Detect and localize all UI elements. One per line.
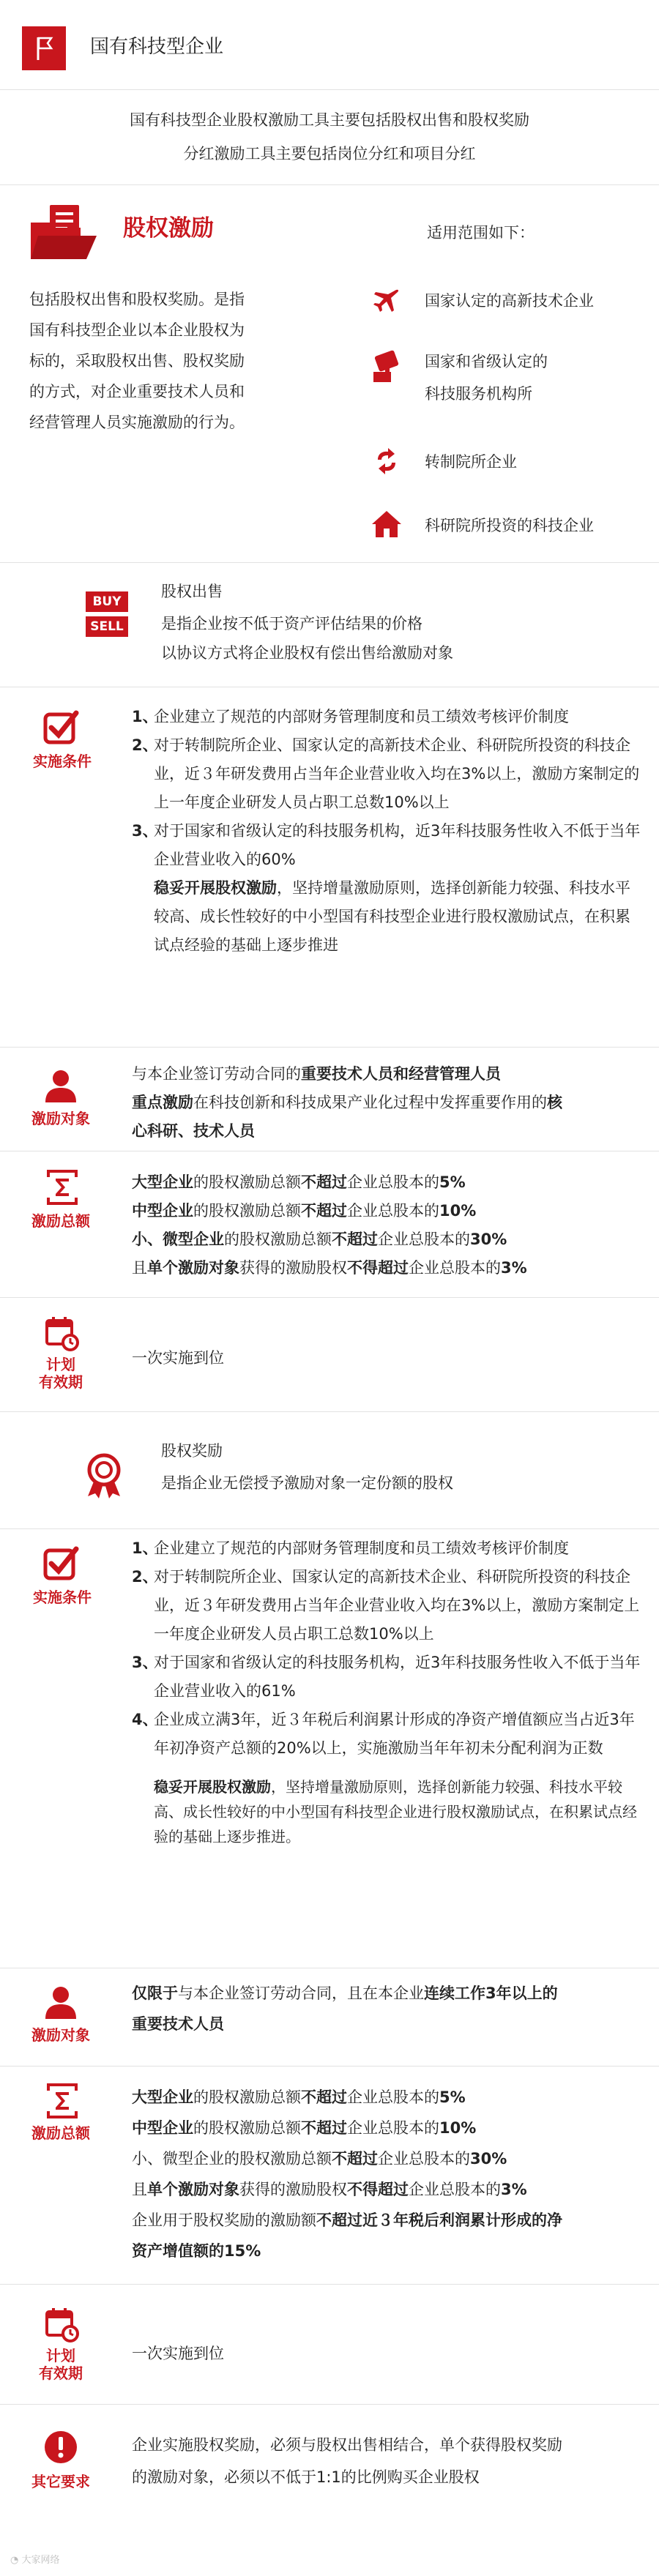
total-item xyxy=(132,2082,644,2113)
condition-num: 2、 xyxy=(132,1568,158,1586)
target-text xyxy=(132,1978,644,2039)
total-part: 不得超过 xyxy=(347,2181,409,2198)
stamp-icon xyxy=(372,350,401,385)
total-label: 激励总额 xyxy=(31,2124,90,2142)
intro-line1: 国有科技型企业股权激励工具主要包括股权出售和股权奖励 xyxy=(130,111,529,129)
divider xyxy=(0,1047,659,1048)
target-part: 连续工作3年以上的 xyxy=(424,1985,558,2002)
watermark-icon: ◔ xyxy=(10,2555,22,2566)
period-label-line: 有效期 xyxy=(39,1373,83,1391)
condition-item xyxy=(132,703,644,731)
scope-title: 适用范围如下： xyxy=(427,224,535,242)
target-text xyxy=(132,1060,644,1146)
other-text xyxy=(132,2429,652,2493)
note-text: ，坚持增量激励原则，选择创新能力较强、科技水平较高、成长性较好的中小型国有科技型企业进行股权激励试点，在积累试点经验的基础上逐步推进 xyxy=(154,879,630,954)
watermark-text: 大家网络 xyxy=(21,2555,60,2566)
divider xyxy=(0,89,659,90)
total-part: 获得的激励股权 xyxy=(239,1259,347,1277)
total-part: 且 xyxy=(132,1259,147,1277)
buy-label: BUY xyxy=(86,591,128,612)
sale-title: 股权出售 xyxy=(161,583,223,600)
condition-num: 3、 xyxy=(132,822,158,840)
buy-sell-badge xyxy=(86,591,128,638)
condition-item xyxy=(132,1706,644,1763)
folder-icon xyxy=(28,204,101,262)
total-part: 的股权激励总额 xyxy=(224,2150,332,2168)
period-label-line: 计划 xyxy=(46,2347,75,2364)
condition-num: 1、 xyxy=(132,708,158,725)
condition-item xyxy=(132,1534,644,1563)
total-part: 企业总股本的 xyxy=(409,2181,501,2198)
total-part: 企业总股本的 xyxy=(347,2088,439,2106)
period-label-line: 计划 xyxy=(46,1356,75,1373)
equity-title: 股权激励 xyxy=(123,215,214,242)
target-label: 激励对象 xyxy=(31,1110,90,1127)
sale-desc-line: 以协议方式将企业股权有偿出售给激励对象 xyxy=(161,644,453,662)
divider xyxy=(0,2066,659,2067)
sale-desc-line: 是指企业按不低于资产评估结果的价格 xyxy=(161,615,422,632)
total-part: 企业总股本的 xyxy=(378,2150,470,2168)
desc-line: 国有科技型企业以本企业股权为 xyxy=(29,321,245,339)
total-item xyxy=(132,1168,644,1197)
condition-item xyxy=(132,1649,644,1706)
target-part: 与本企业签订劳动合同，且在本企业 xyxy=(178,1985,424,2002)
divider xyxy=(0,1528,659,1529)
condition-text: 企业建立了规范的内部财务管理制度和员工绩效考核评价制度 xyxy=(154,708,569,725)
conditions-list xyxy=(132,703,644,960)
total-part: 的股权激励总额 xyxy=(193,2119,301,2137)
scope-item: 国家认定的高新技术企业 xyxy=(425,292,594,310)
other-label: 其它要求 xyxy=(31,2473,90,2490)
condition-num: 2、 xyxy=(132,736,158,754)
checkbox-icon xyxy=(42,1545,79,1581)
total-part: 资产增值额的15% xyxy=(132,2242,261,2260)
award-title: 股权奖励 xyxy=(161,1442,223,1460)
conditions-label: 实施条件 xyxy=(33,1588,92,1606)
award-desc: 是指企业无偿授予激励对象一定份额的股权 xyxy=(161,1474,453,1492)
total-part: 30% xyxy=(470,1231,507,1248)
total-part: 小、微型企业 xyxy=(132,1231,224,1248)
total-part: 单个激励对象 xyxy=(147,1259,239,1277)
checkbox-icon xyxy=(42,709,79,745)
total-part: 不超过 xyxy=(301,1202,347,1220)
total-part: 单个激励对象 xyxy=(147,2181,239,2198)
desc-line: 包括股权出售和股权奖励。是指 xyxy=(29,291,245,308)
total-part: 10% xyxy=(439,1202,477,1220)
total-part: 不超过 xyxy=(301,2119,347,2137)
total-part: 3% xyxy=(501,2181,527,2198)
total-label: 激励总额 xyxy=(31,1212,90,1230)
total-part: 不超过近３年税后利润累计形成的净 xyxy=(316,2211,562,2229)
total-item xyxy=(132,1225,644,1254)
scope-item: 科研院所投资的科技企业 xyxy=(425,517,594,534)
condition-num: 3、 xyxy=(132,1654,158,1671)
period-label-line: 有效期 xyxy=(39,2364,83,2382)
condition-note xyxy=(132,874,644,960)
target-part: 重点激励 xyxy=(132,1094,193,1111)
divider xyxy=(0,562,659,563)
condition-text: 对于转制院所企业、国家认定的高新技术企业、科研院所投资的科技企业，近３年研发费用占当年企业营业收入均在3%以上，激励方案制定上一年度企业研发人员占职工总数10%以上 xyxy=(154,1568,640,1643)
desc-line: 标的，采取股权出售、股权奖励 xyxy=(29,352,245,370)
total-part: 不超过 xyxy=(301,1173,347,1191)
target-part: 仅限于 xyxy=(132,1985,178,2002)
condition-num: 1、 xyxy=(132,1539,158,1557)
conditions-label: 实施条件 xyxy=(33,753,92,770)
total-part: 不超过 xyxy=(332,1231,378,1248)
total-item xyxy=(132,2143,644,2174)
period-label xyxy=(21,1356,101,1391)
desc-line: 的方式，对企业重要技术人员和 xyxy=(29,383,245,400)
exclamation-icon xyxy=(44,2430,78,2464)
condition-note xyxy=(132,1774,644,1849)
period-label xyxy=(21,2347,101,2382)
desc-line: 经营管理人员实施激励的行为。 xyxy=(29,414,245,431)
condition-item xyxy=(132,731,644,817)
calendar-icon xyxy=(44,2306,81,2342)
total-part: 10% xyxy=(439,2119,477,2137)
total-part: 30% xyxy=(470,2150,507,2168)
divider xyxy=(0,1297,659,1298)
target-part: 心科研、技术人员 xyxy=(132,1122,255,1140)
total-part: 企业总股本的 xyxy=(378,1231,470,1248)
scope-line: 科技服务机构所 xyxy=(425,385,532,403)
period-text: 一次实施到位 xyxy=(132,2345,224,2362)
header-bar xyxy=(0,0,659,89)
scope-item xyxy=(425,348,548,407)
airplane-icon xyxy=(372,286,401,316)
total-part: 大型企业 xyxy=(132,1173,193,1191)
divider xyxy=(0,1411,659,1412)
target-part: 重要技术人员 xyxy=(132,2015,224,2033)
watermark xyxy=(10,2553,60,2568)
total-part: 不得超过 xyxy=(347,1259,409,1277)
scope-line: 国家和省级认定的 xyxy=(425,353,548,370)
calendar-icon xyxy=(44,1315,81,1351)
target-part: 与本企业签订劳动合同的 xyxy=(132,1065,301,1083)
total-part: 的股权激励总额 xyxy=(193,2088,301,2106)
total-part: 企业总股本的 xyxy=(347,2119,439,2137)
total-part: 企业用于股权奖励的激励额 xyxy=(132,2211,316,2229)
note-bold: 稳妥开展股权激励 xyxy=(154,1778,271,1796)
total-part: 的股权激励总额 xyxy=(224,1231,332,1248)
condition-text: 对于国家和省级认定的科技服务机构，近3年科技服务性收入不低于当年企业营业收入的60% xyxy=(154,822,641,868)
sigma-icon xyxy=(45,2083,79,2118)
period-text: 一次实施到位 xyxy=(132,1349,224,1367)
equity-description xyxy=(29,284,308,438)
total-item xyxy=(132,1254,644,1283)
intro-line2: 分红激励工具主要包括岗位分红和项目分红 xyxy=(183,145,476,163)
total-part: 企业总股本的 xyxy=(347,1202,439,1220)
target-part: 核 xyxy=(547,1094,562,1111)
total-part: 的股权激励总额 xyxy=(193,1202,301,1220)
total-part: 不超过 xyxy=(301,2088,347,2106)
note-text: ，坚持增量激励原则，选择创新能力较强、科技水平较高、成长性较好的中小型国有科技型企业进行股权激励试点，在积累试点经验的基础上逐步推进。 xyxy=(154,1778,637,1845)
target-label: 激励对象 xyxy=(31,2026,90,2044)
sigma-icon xyxy=(45,1170,79,1205)
condition-item xyxy=(132,817,644,874)
target-part: 在科技创新和科技成果产业化过程中发挥重要作用的 xyxy=(193,1094,547,1111)
condition-text: 企业建立了规范的内部财务管理制度和员工绩效考核评价制度 xyxy=(154,1539,569,1557)
total-item xyxy=(132,1197,644,1225)
medal-icon xyxy=(83,1452,124,1499)
condition-text: 对于转制院所企业、国家认定的高新技术企业、科研院所投资的科技企业，近３年研发费用占当年企业营业收入均在3%以上，激励方案制定的上一年度企业研发人员占职工总数10%以上 xyxy=(154,736,640,811)
total-part: 不超过 xyxy=(332,2150,378,2168)
person-icon xyxy=(44,1069,78,1102)
sell-label: SELL xyxy=(86,616,128,637)
total-part: 5% xyxy=(439,2088,466,2106)
divider xyxy=(0,2404,659,2405)
note-bold: 稳妥开展股权激励 xyxy=(154,879,277,897)
condition-num: 4、 xyxy=(132,1711,158,1728)
total-part: 企业总股本的 xyxy=(347,1173,439,1191)
condition-item xyxy=(132,1563,644,1649)
condition-text: 企业成立满3年，近３年税后利润累计形成的净资产增值额应当占近3年年初净资产总额的20%以上，实施激励当年年初未分配利润为正数 xyxy=(154,1711,635,1757)
total-part: 大型企业 xyxy=(132,2088,193,2106)
page-title: 国有科技型企业 xyxy=(90,36,224,58)
other-line: 的激励对象，必须以不低于1:1的比例购买企业股权 xyxy=(132,2468,480,2486)
total-part: 中型企业 xyxy=(132,2119,193,2137)
condition-text: 对于国家和省级认定的科技服务机构，近3年科技服务性收入不低于当年企业营业收入的61% xyxy=(154,1654,641,1700)
total-part: 3% xyxy=(501,1259,527,1277)
flag-icon xyxy=(22,26,66,70)
total-part: 的股权激励总额 xyxy=(193,1173,301,1191)
total-part: 获得的激励股权 xyxy=(239,2181,347,2198)
total-part: 中型企业 xyxy=(132,1202,193,1220)
totals-list xyxy=(132,1168,644,1283)
scope-item: 转制院所企业 xyxy=(425,453,517,471)
divider xyxy=(0,184,659,185)
house-icon xyxy=(371,509,403,539)
totals-list xyxy=(132,2082,644,2266)
total-item xyxy=(132,2113,644,2143)
total-item xyxy=(132,2205,644,2236)
conditions-list xyxy=(132,1534,644,1849)
other-line: 企业实施股权奖励，必须与股权出售相结合，单个获得股权奖励 xyxy=(132,2436,562,2454)
total-part: 5% xyxy=(439,1173,466,1191)
total-part: 小、微型企业 xyxy=(132,2150,224,2168)
total-item xyxy=(132,2174,644,2205)
person-icon xyxy=(44,1985,78,2019)
divider xyxy=(0,2284,659,2285)
total-part: 企业总股本的 xyxy=(409,1259,501,1277)
target-part: 重要技术人员和经营管理人员 xyxy=(301,1065,501,1083)
total-part: 且 xyxy=(132,2181,147,2198)
transfer-arrows-icon xyxy=(372,447,401,476)
